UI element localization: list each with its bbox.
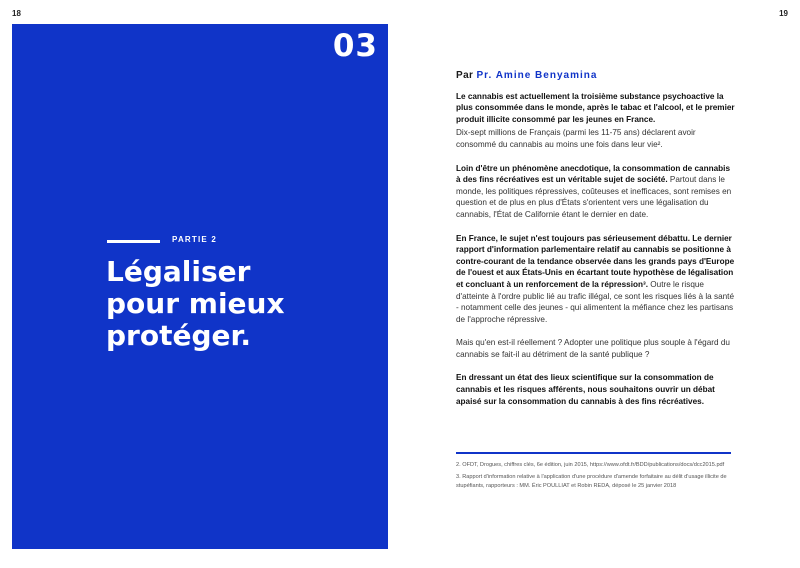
chapter-title bbox=[106, 256, 386, 352]
part-label: PARTIE 2 bbox=[172, 235, 218, 244]
author-byline bbox=[456, 70, 736, 82]
paragraph-intro bbox=[456, 91, 736, 126]
paragraph-intro-bold: Le cannabis est actuellement la troisième substance psychoactive la plus consommée dans le monde, après le tabac et l'alcool, et le premier produit illicite consommé par les jeunes en France. bbox=[456, 91, 735, 124]
paragraph-society bbox=[456, 163, 736, 221]
footnote-divider bbox=[456, 452, 731, 454]
footnotes bbox=[456, 461, 736, 494]
chapter-cover-panel bbox=[12, 24, 388, 549]
part-divider-line bbox=[107, 240, 160, 243]
chapter-title-line-1: Légaliser bbox=[106, 255, 251, 288]
article-body bbox=[456, 70, 736, 419]
chapter-title-line-3: protéger. bbox=[106, 319, 251, 352]
paragraph-society-text: Partout dans le monde, les politiques répressives, coûteuses et inefficaces, sont remises en question et de plus en plus d'États s'orientent vers une légalisation du cannabis, l'État de Californie étant le dernier en date. bbox=[456, 175, 732, 219]
paragraph-conclusion bbox=[456, 372, 736, 407]
page-number-left: 18 bbox=[12, 9, 21, 18]
paragraph-question bbox=[456, 337, 736, 360]
paragraph-society-bold: Loin d'être un phénomène anecdotique, la consommation de cannabis à des fins récréatives est un véritable sujet de société. bbox=[456, 163, 730, 185]
paragraph-france-bold: En France, le sujet n'est toujours pas sérieusement débattu. Le dernier rapport d'information parlementaire relatif au cannabis se positionne à contre-courant de la tendance observée dans les grands pays d'Europe de l'ouest et aux États-Unis en écartant toute hypothèse de légalisation et concluant à un renforcement de la répression³. bbox=[456, 233, 735, 289]
page-number-right: 19 bbox=[779, 9, 788, 18]
chapter-title-line-2: pour mieux bbox=[106, 287, 285, 320]
footnote-3: 3. Rapport d'information relative à l'application d'une procédure d'amende forfaitaire au délit d'usage illicite de stupéfiants, rapporteurs : MM. Éric POULLIAT et Robin REDA, déposé le 25 janvier 2018 bbox=[456, 474, 727, 489]
paragraph-question-text: Mais qu'en est-il réellement ? Adopter une politique plus souple à l'égard du cannabis se fait-il au détriment de la santé publique ? bbox=[456, 338, 730, 359]
chapter-number: 03 bbox=[332, 28, 378, 64]
footnote-2: 2. OFDT, Drogues, chiffres clés, 6e édition, juin 2015, https://www.ofdt.fr/BDD/publications/docs/dcc2015.pdf bbox=[456, 462, 725, 468]
paragraph-conclusion-bold: En dressant un état des lieux scientifique sur la consommation de cannabis et les risques afférents, nous souhaitons ouvrir un débat apaisé sur la consommation du cannabis à des fins récréatives. bbox=[456, 373, 715, 406]
paragraph-stats-text: Dix-sept millions de Français (parmi les 11-75 ans) déclarent avoir consommé du cannabis au moins une fois dans leur vie². bbox=[456, 128, 696, 149]
paragraph-stats bbox=[456, 127, 736, 150]
paragraph-france bbox=[456, 233, 736, 326]
author-prefix: Par bbox=[456, 70, 474, 81]
author-name: Pr. Amine Benyamina bbox=[476, 70, 598, 81]
paragraph-france-text: Outre le risque d'atteinte à l'ordre public lié au trafic illégal, ce sont les risques liés à la santé - notamment celle des jeunes - qui alimentent la méfiance chez les partisans de l'approche répressive. bbox=[456, 279, 735, 324]
